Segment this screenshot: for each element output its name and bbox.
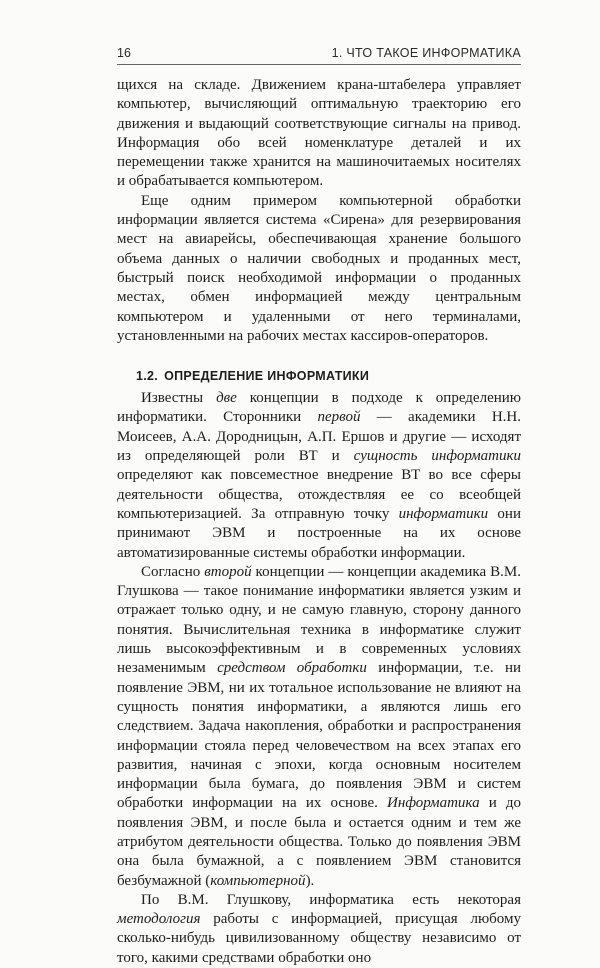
page-body	[117, 76, 521, 968]
text-run: определяют как повсеместное внедрение ВТ во все сферы деятельности общества, отождествляя ее со всеобщей компьютеризацией. За отправную точку	[117, 467, 521, 522]
text-run: информации, т.е. ни появление ЭВМ, ни их тотальное использование не влияют на сущность понятия информатики, а являются лишь его следствием. Задача накопления, обработки и распространения информации стояла перед человечеством на всех этапах его развития, начиная с эпохи, когда основным носителем информации была бумага, до появления ЭВМ и систем обработки информации на их основе.	[117, 660, 521, 812]
text-run: и до появления ЭВМ, и после была и остается одним и тем же атрибутом деятельности общества. Только до появления ЭВМ она была бумажной, а с появлением ЭВМ становится безбумажной (	[117, 795, 521, 889]
paragraph	[117, 76, 521, 192]
section-heading	[136, 369, 521, 383]
emphasis-text: методология	[117, 911, 201, 928]
text-run: работы с информацией, присущая любому сколько-нибудь цивилизованному обществу независимо от того, какими средствами обработки оно	[117, 911, 521, 966]
emphasis-text: средством обработки	[217, 660, 367, 677]
header-divider	[117, 64, 521, 65]
page-number: 16	[117, 46, 131, 60]
emphasis-text: компьютерной	[210, 872, 306, 889]
emphasis-text: две	[216, 390, 237, 407]
paragraph	[117, 891, 521, 968]
emphasis-text: сущность информатики	[353, 448, 521, 465]
paragraph	[117, 192, 521, 346]
emphasis-text: информатики	[398, 505, 489, 522]
running-title: 1. ЧТО ТАКОЕ ИНФОРМАТИКА	[331, 46, 521, 60]
text-run: По В.М. Глушкову, информатика есть некоторая	[141, 891, 521, 908]
section-number: 1.2.	[136, 369, 159, 384]
text-run: щихся на складе. Движением крана-штабелера управляет компьютер, вычисляющий оптимальную траекторию его движения и выдающий соответствующие сигналы на привод. Информация обо всей номенклатуре деталей и их перемещении также хранится на машиночитаемых носителях и обрабатывается компьютером.	[117, 77, 521, 190]
paragraph	[117, 389, 521, 563]
emphasis-text: первой	[317, 409, 361, 426]
text-run: Известны	[141, 390, 217, 407]
text-run: концепции — концепции академика В.М. Глушкова — такое понимание информатики является узким и отражает только одну, и не самую главную, сторону данного понятия. Вычислительная техника в информатике служит лишь высокоэффективным и в современных условиях незаменимым	[117, 563, 521, 677]
text-run: Еще одним примером компьютерной обработки информации является система «Сирена» для резервирования мест на авиарейсы, обеспечивающая хранение большого объема данных о наличии свободных и проданных мест, быстрый поиск необходимой информации о проданных местах, обмен информацией между центральным компьютером и удаленными от него терминалами, установленными на рабочих местах кассиров-операторов.	[117, 192, 521, 344]
section-paragraphs	[117, 389, 521, 968]
text-run: они принимают ЭВМ и построенные на их основе автоматизированные системы обработки информации.	[117, 505, 521, 561]
text-run: Согласно	[141, 563, 205, 580]
emphasis-text: второй	[204, 563, 252, 580]
text-run: — академики Н.Н. Моисеев, А.А. Дородницын, А.П. Ершов и другие — исходят из определяющей роли ВТ и	[117, 409, 521, 465]
intro-paragraphs	[117, 76, 521, 346]
section-title: ОПРЕДЕЛЕНИЕ ИНФОРМАТИКИ	[164, 369, 370, 384]
paragraph	[117, 563, 521, 891]
emphasis-text: Информатика	[387, 795, 480, 812]
page-header	[117, 46, 521, 66]
text-run: ).	[305, 872, 315, 889]
text-run: концепции в подходе к определению информатики. Сторонники	[117, 390, 521, 426]
